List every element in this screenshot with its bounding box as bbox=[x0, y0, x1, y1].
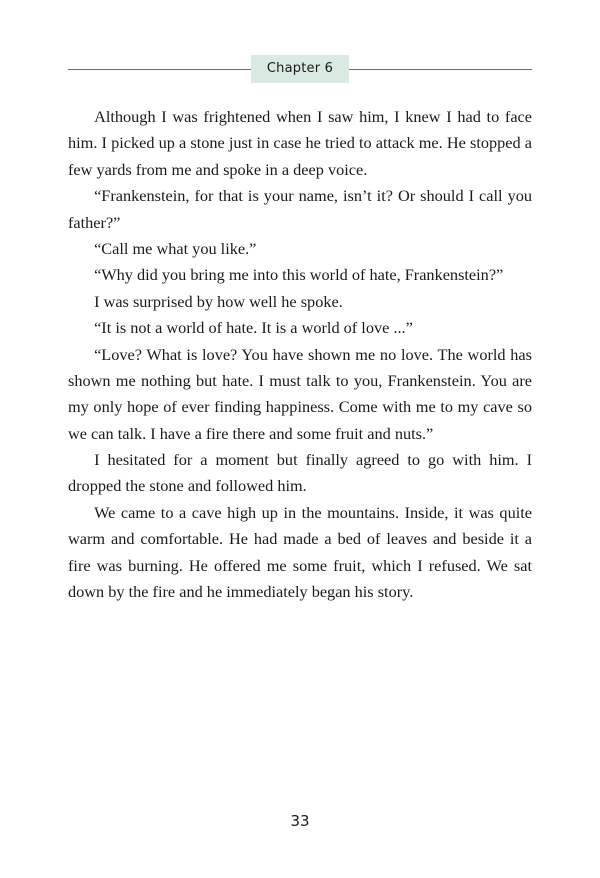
page-number: 33 bbox=[290, 812, 310, 830]
header-rule-right bbox=[349, 69, 532, 70]
paragraph: I hesitated for a moment but finally agreed to go with him. I dropped the stone and followed him. bbox=[68, 450, 532, 496]
chapter-label: Chapter 6 bbox=[251, 55, 349, 83]
header-rule-left bbox=[68, 69, 251, 70]
paragraph: I was surprised by how well he spoke. bbox=[94, 291, 343, 311]
paragraph: “Why did you bring me into this world of hate, Frankenstein?” bbox=[94, 265, 504, 285]
paragraph: Although I was frightened when I saw him, I knew I had to face him. I picked up a stone just in case he tried to attack me. He stopped a few yards from me and spoke in a deep voice. bbox=[68, 107, 532, 179]
page-body-text bbox=[68, 104, 532, 605]
chapter-header bbox=[68, 56, 532, 82]
paragraph: We came to a cave high up in the mountains. Inside, it was quite warm and comfortable. He had made a bed of leaves and beside it a fire was burning. He offered me some fruit, which I refused. We sat down by the fire and he immediately began his story. bbox=[68, 502, 532, 602]
paragraph: “Love? What is love? You have shown me no love. The world has shown me nothing but hate. I must talk to you, Frankenstein. You are my only hope of ever finding happiness. Come with me to my cave so we can talk. I have a fire there and some fruit and nuts.” bbox=[68, 344, 532, 443]
paragraph: “Call me what you like.” bbox=[94, 238, 257, 258]
paragraph: “Frankenstein, for that is your name, isn’t it? Or should I call you father?” bbox=[68, 186, 532, 232]
paragraph: “It is not a world of hate. It is a world of love ...” bbox=[94, 318, 413, 338]
